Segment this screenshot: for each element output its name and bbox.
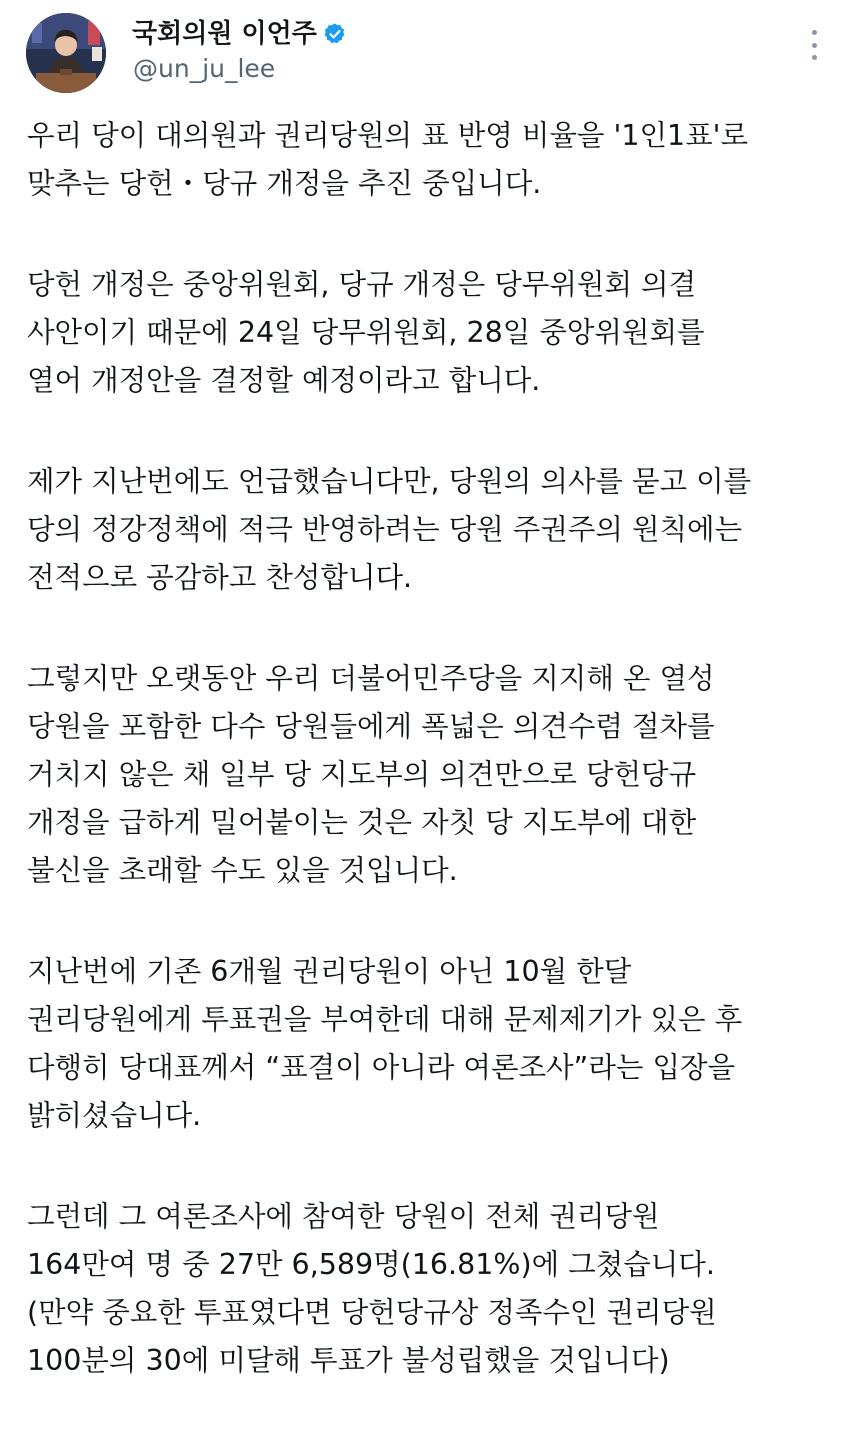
more-options-icon[interactable] xyxy=(804,30,824,60)
tweet-line: 당헌 개정은 중앙위원회, 당규 개정은 당무위원회 의결 xyxy=(27,268,697,301)
tweet-line: 개정을 급하게 밀어붙이는 것은 자칫 당 지도부에 대한 xyxy=(27,806,697,839)
tweet-line: 전적으로 공감하고 찬성합니다. xyxy=(27,561,413,594)
tweet-header xyxy=(0,0,850,104)
tweet-line: 거치지 않은 채 일부 당 지도부의 의견만으로 당헌당규 xyxy=(27,758,697,791)
tweet-line: 밝히셨습니다. xyxy=(27,1099,202,1132)
author-name-row xyxy=(132,18,347,50)
tweet-line: 당의 정강정책에 적극 반영하려는 당원 주권주의 원칙에는 xyxy=(27,513,743,546)
tweet-line: 164만여 명 중 27만 6,589명(16.81%)에 그쳤습니다. xyxy=(27,1248,715,1281)
tweet-line: 그렇지만 오랫동안 우리 더불어민주당을 지지해 온 열성 xyxy=(27,662,715,695)
tweet-paragraph xyxy=(27,112,827,208)
author-handle[interactable]: @un_ju_lee xyxy=(133,54,276,83)
tweet-line: 맞추는 당헌・당규 개정을 추진 중입니다. xyxy=(27,167,542,200)
tweet-paragraph xyxy=(27,948,827,1140)
tweet-text xyxy=(27,112,827,1438)
tweet-line: 그런데 그 여론조사에 참여한 당원이 전체 권리당원 xyxy=(27,1200,660,1233)
author-display-name[interactable]: 국회의원 이언주 xyxy=(132,19,317,49)
tweet-line: 지난번에 기존 6개월 권리당원이 아닌 10월 한달 xyxy=(27,955,632,988)
tweet-paragraph xyxy=(27,1193,827,1385)
tweet-line: 사안이기 때문에 24일 당무위원회, 28일 중앙위원회를 xyxy=(27,316,705,349)
tweet-line: 다행히 당대표께서 “표결이 아니라 여론조사”라는 입장을 xyxy=(27,1051,736,1084)
tweet-line: (만약 중요한 투표였다면 당헌당규상 정족수인 권리당원 xyxy=(27,1296,717,1329)
tweet-paragraph xyxy=(27,655,827,895)
avatar[interactable] xyxy=(26,13,106,93)
tweet-paragraph xyxy=(27,458,827,602)
tweet-line: 열어 개정안을 결정할 예정이라고 합니다. xyxy=(27,364,541,397)
tweet-line: 우리 당이 대의원과 권리당원의 표 반영 비율을 '1인1표'로 xyxy=(27,119,749,152)
verified-badge-icon xyxy=(323,22,347,46)
tweet-line: 100분의 30에 미달해 투표가 불성립했을 것입니다) xyxy=(27,1344,670,1377)
avatar-image xyxy=(26,13,106,93)
tweet-line: 제가 지난번에도 언급했습니다만, 당원의 의사를 묻고 이를 xyxy=(27,465,752,498)
tweet-line: 불신을 초래할 수도 있을 것입니다. xyxy=(27,854,458,887)
tweet-line: 당원을 포함한 다수 당원들에게 폭넓은 의견수렴 절차를 xyxy=(27,710,715,743)
tweet-line: 권리당원에게 투표권을 부여한데 대해 문제제기가 있은 후 xyxy=(27,1003,743,1036)
tweet-paragraph xyxy=(27,261,827,405)
